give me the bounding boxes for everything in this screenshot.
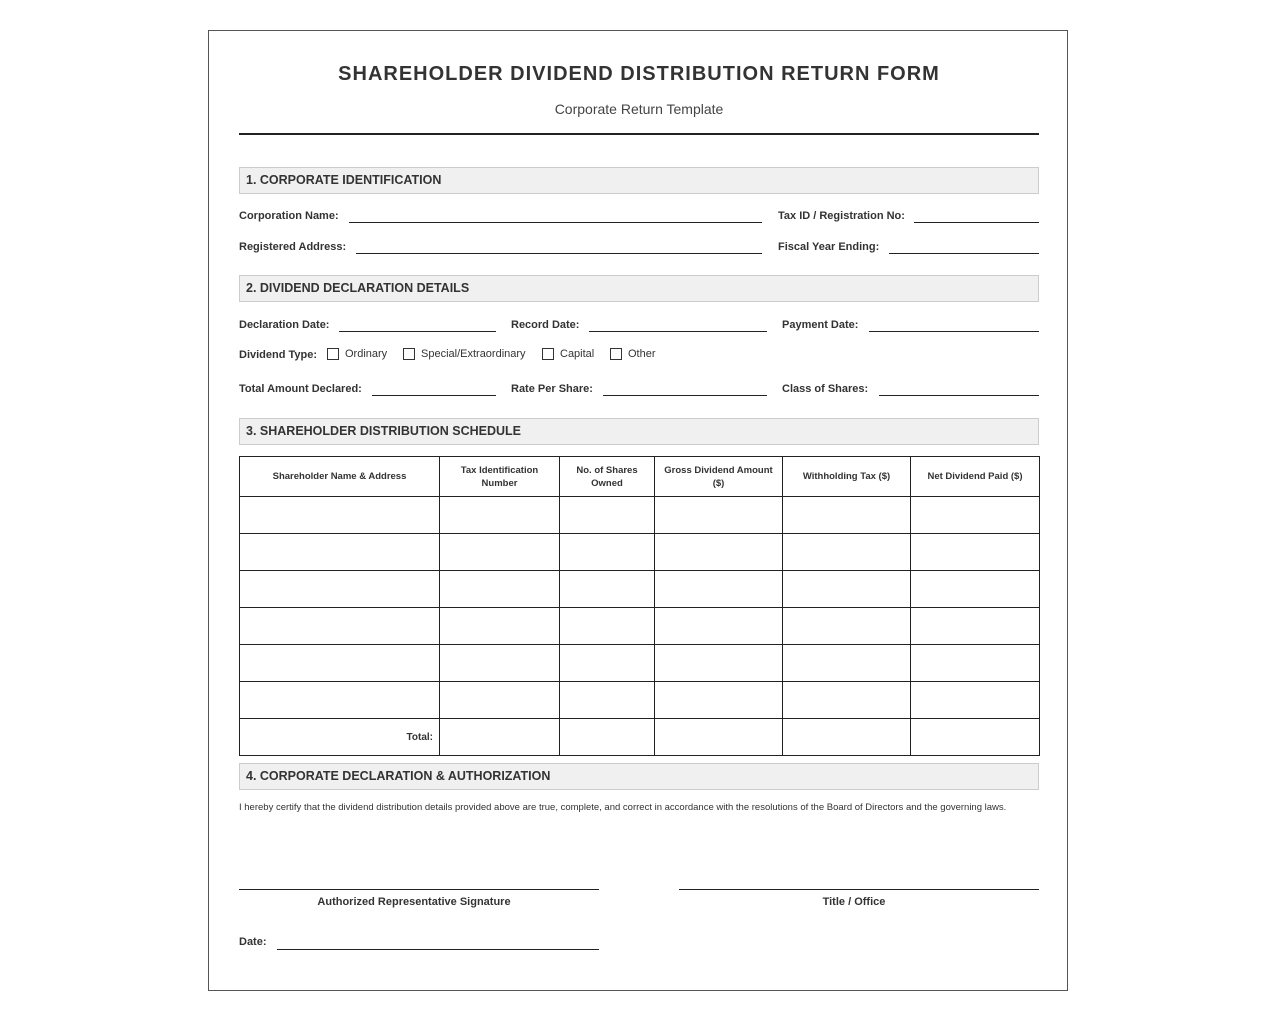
table-cell[interactable] xyxy=(240,608,440,645)
total-label: Total: xyxy=(240,719,440,756)
rate-per-share-label: Rate Per Share: xyxy=(511,383,593,395)
total-cell[interactable] xyxy=(560,719,655,756)
table-cell[interactable] xyxy=(911,497,1040,534)
class-of-shares-label: Class of Shares: xyxy=(782,383,869,395)
total-cell[interactable] xyxy=(783,719,911,756)
total-amount-field[interactable] xyxy=(372,395,496,396)
table-cell[interactable] xyxy=(240,497,440,534)
col-shareholder-name: Shareholder Name & Address xyxy=(240,457,440,497)
table-cell[interactable] xyxy=(783,534,911,571)
title-divider xyxy=(239,133,1039,135)
col-shares-owned: No. of Shares Owned xyxy=(560,457,655,497)
table-cell[interactable] xyxy=(440,534,560,571)
total-cell[interactable] xyxy=(440,719,560,756)
total-amount-label: Total Amount Declared: xyxy=(239,383,362,395)
section-corporate-identification: 1. CORPORATE IDENTIFICATION xyxy=(239,167,1039,194)
col-net-dividend: Net Dividend Paid ($) xyxy=(911,457,1040,497)
date-label: Date: xyxy=(239,936,267,948)
table-cell[interactable] xyxy=(911,571,1040,608)
table-cell[interactable] xyxy=(440,571,560,608)
total-cell[interactable] xyxy=(655,719,783,756)
total-cell[interactable] xyxy=(911,719,1040,756)
capital-label: Capital xyxy=(560,348,595,360)
dividend-type-other[interactable] xyxy=(610,348,656,360)
tax-id-field[interactable] xyxy=(914,222,1039,223)
ordinary-checkbox[interactable] xyxy=(327,348,339,360)
section-dividend-declaration: 2. DIVIDEND DECLARATION DETAILS xyxy=(239,275,1039,302)
table-cell[interactable] xyxy=(655,534,783,571)
corporation-name-field[interactable] xyxy=(349,222,762,223)
table-cell[interactable] xyxy=(655,682,783,719)
table-cell[interactable] xyxy=(560,682,655,719)
table-cell[interactable] xyxy=(655,497,783,534)
table-cell[interactable] xyxy=(655,608,783,645)
table-cell[interactable] xyxy=(911,645,1040,682)
form-title: SHAREHOLDER DIVIDEND DISTRIBUTION RETURN FORM xyxy=(338,63,940,85)
table-row xyxy=(240,534,1040,571)
tax-id-label: Tax ID / Registration No: xyxy=(778,210,905,222)
table-row xyxy=(240,497,1040,534)
table-cell[interactable] xyxy=(560,645,655,682)
table-row xyxy=(240,682,1040,719)
dividend-type-special[interactable] xyxy=(403,348,526,360)
table-total-row xyxy=(240,719,1040,756)
dividend-type-capital[interactable] xyxy=(542,348,594,360)
table-cell[interactable] xyxy=(240,645,440,682)
other-label: Other xyxy=(628,348,656,360)
col-tax-id: Tax Identification Number xyxy=(440,457,560,497)
table-cell[interactable] xyxy=(783,497,911,534)
table-cell[interactable] xyxy=(560,571,655,608)
corporation-name-label: Corporation Name: xyxy=(239,210,339,222)
table-cell[interactable] xyxy=(911,608,1040,645)
table-cell[interactable] xyxy=(911,682,1040,719)
col-withholding-tax: Withholding Tax ($) xyxy=(783,457,911,497)
fiscal-year-field[interactable] xyxy=(889,253,1039,254)
table-header-row xyxy=(240,457,1040,497)
title-office-label: Title / Office xyxy=(822,896,886,908)
rate-per-share-field[interactable] xyxy=(603,395,767,396)
col-gross-dividend: Gross Dividend Amount ($) xyxy=(655,457,783,497)
table-cell[interactable] xyxy=(440,608,560,645)
distribution-schedule-table xyxy=(239,456,1040,756)
table-cell[interactable] xyxy=(560,534,655,571)
table-row xyxy=(240,645,1040,682)
table-cell[interactable] xyxy=(440,682,560,719)
section-distribution-schedule: 3. SHAREHOLDER DISTRIBUTION SCHEDULE xyxy=(239,418,1039,445)
table-cell[interactable] xyxy=(655,645,783,682)
table-cell[interactable] xyxy=(440,497,560,534)
registered-address-label: Registered Address: xyxy=(239,241,347,253)
registered-address-field[interactable] xyxy=(356,253,762,254)
table-cell[interactable] xyxy=(655,571,783,608)
table-cell[interactable] xyxy=(560,608,655,645)
capital-checkbox[interactable] xyxy=(542,348,554,360)
ordinary-label: Ordinary xyxy=(345,348,388,360)
fiscal-year-label: Fiscal Year Ending: xyxy=(778,241,880,253)
date-field[interactable] xyxy=(277,949,599,950)
payment-date-label: Payment Date: xyxy=(782,319,859,331)
table-cell[interactable] xyxy=(783,571,911,608)
table-cell[interactable] xyxy=(560,497,655,534)
special-extraordinary-label: Special/Extraordinary xyxy=(421,348,526,360)
declaration-date-label: Declaration Date: xyxy=(239,319,330,331)
form-page xyxy=(208,30,1068,991)
form-subtitle: Corporate Return Template xyxy=(554,101,724,117)
special-extraordinary-checkbox[interactable] xyxy=(403,348,415,360)
record-date-label: Record Date: xyxy=(511,319,580,331)
table-cell[interactable] xyxy=(440,645,560,682)
table-row xyxy=(240,571,1040,608)
signature-line[interactable] xyxy=(239,889,599,890)
table-cell[interactable] xyxy=(911,534,1040,571)
signature-label: Authorized Representative Signature xyxy=(317,896,511,908)
table-cell[interactable] xyxy=(783,608,911,645)
class-of-shares-field[interactable] xyxy=(879,395,1039,396)
table-cell[interactable] xyxy=(240,682,440,719)
table-cell[interactable] xyxy=(783,682,911,719)
other-checkbox[interactable] xyxy=(610,348,622,360)
certification-text: I hereby certify that the dividend distribution details provided above are true, complete, and correct in accordance with the resolutions of the Board of Directors and the governing laws. xyxy=(239,802,1007,813)
declaration-date-field[interactable] xyxy=(339,331,496,332)
title-office-line[interactable] xyxy=(679,889,1039,890)
table-row xyxy=(240,608,1040,645)
dividend-type-ordinary[interactable] xyxy=(327,348,387,360)
payment-date-field[interactable] xyxy=(869,331,1039,332)
dividend-type-label: Dividend Type: xyxy=(239,349,318,361)
record-date-field[interactable] xyxy=(589,331,767,332)
section-corporate-declaration: 4. CORPORATE DECLARATION & AUTHORIZATION xyxy=(239,763,1039,790)
table-cell[interactable] xyxy=(240,571,440,608)
table-cell[interactable] xyxy=(240,534,440,571)
table-cell[interactable] xyxy=(783,645,911,682)
